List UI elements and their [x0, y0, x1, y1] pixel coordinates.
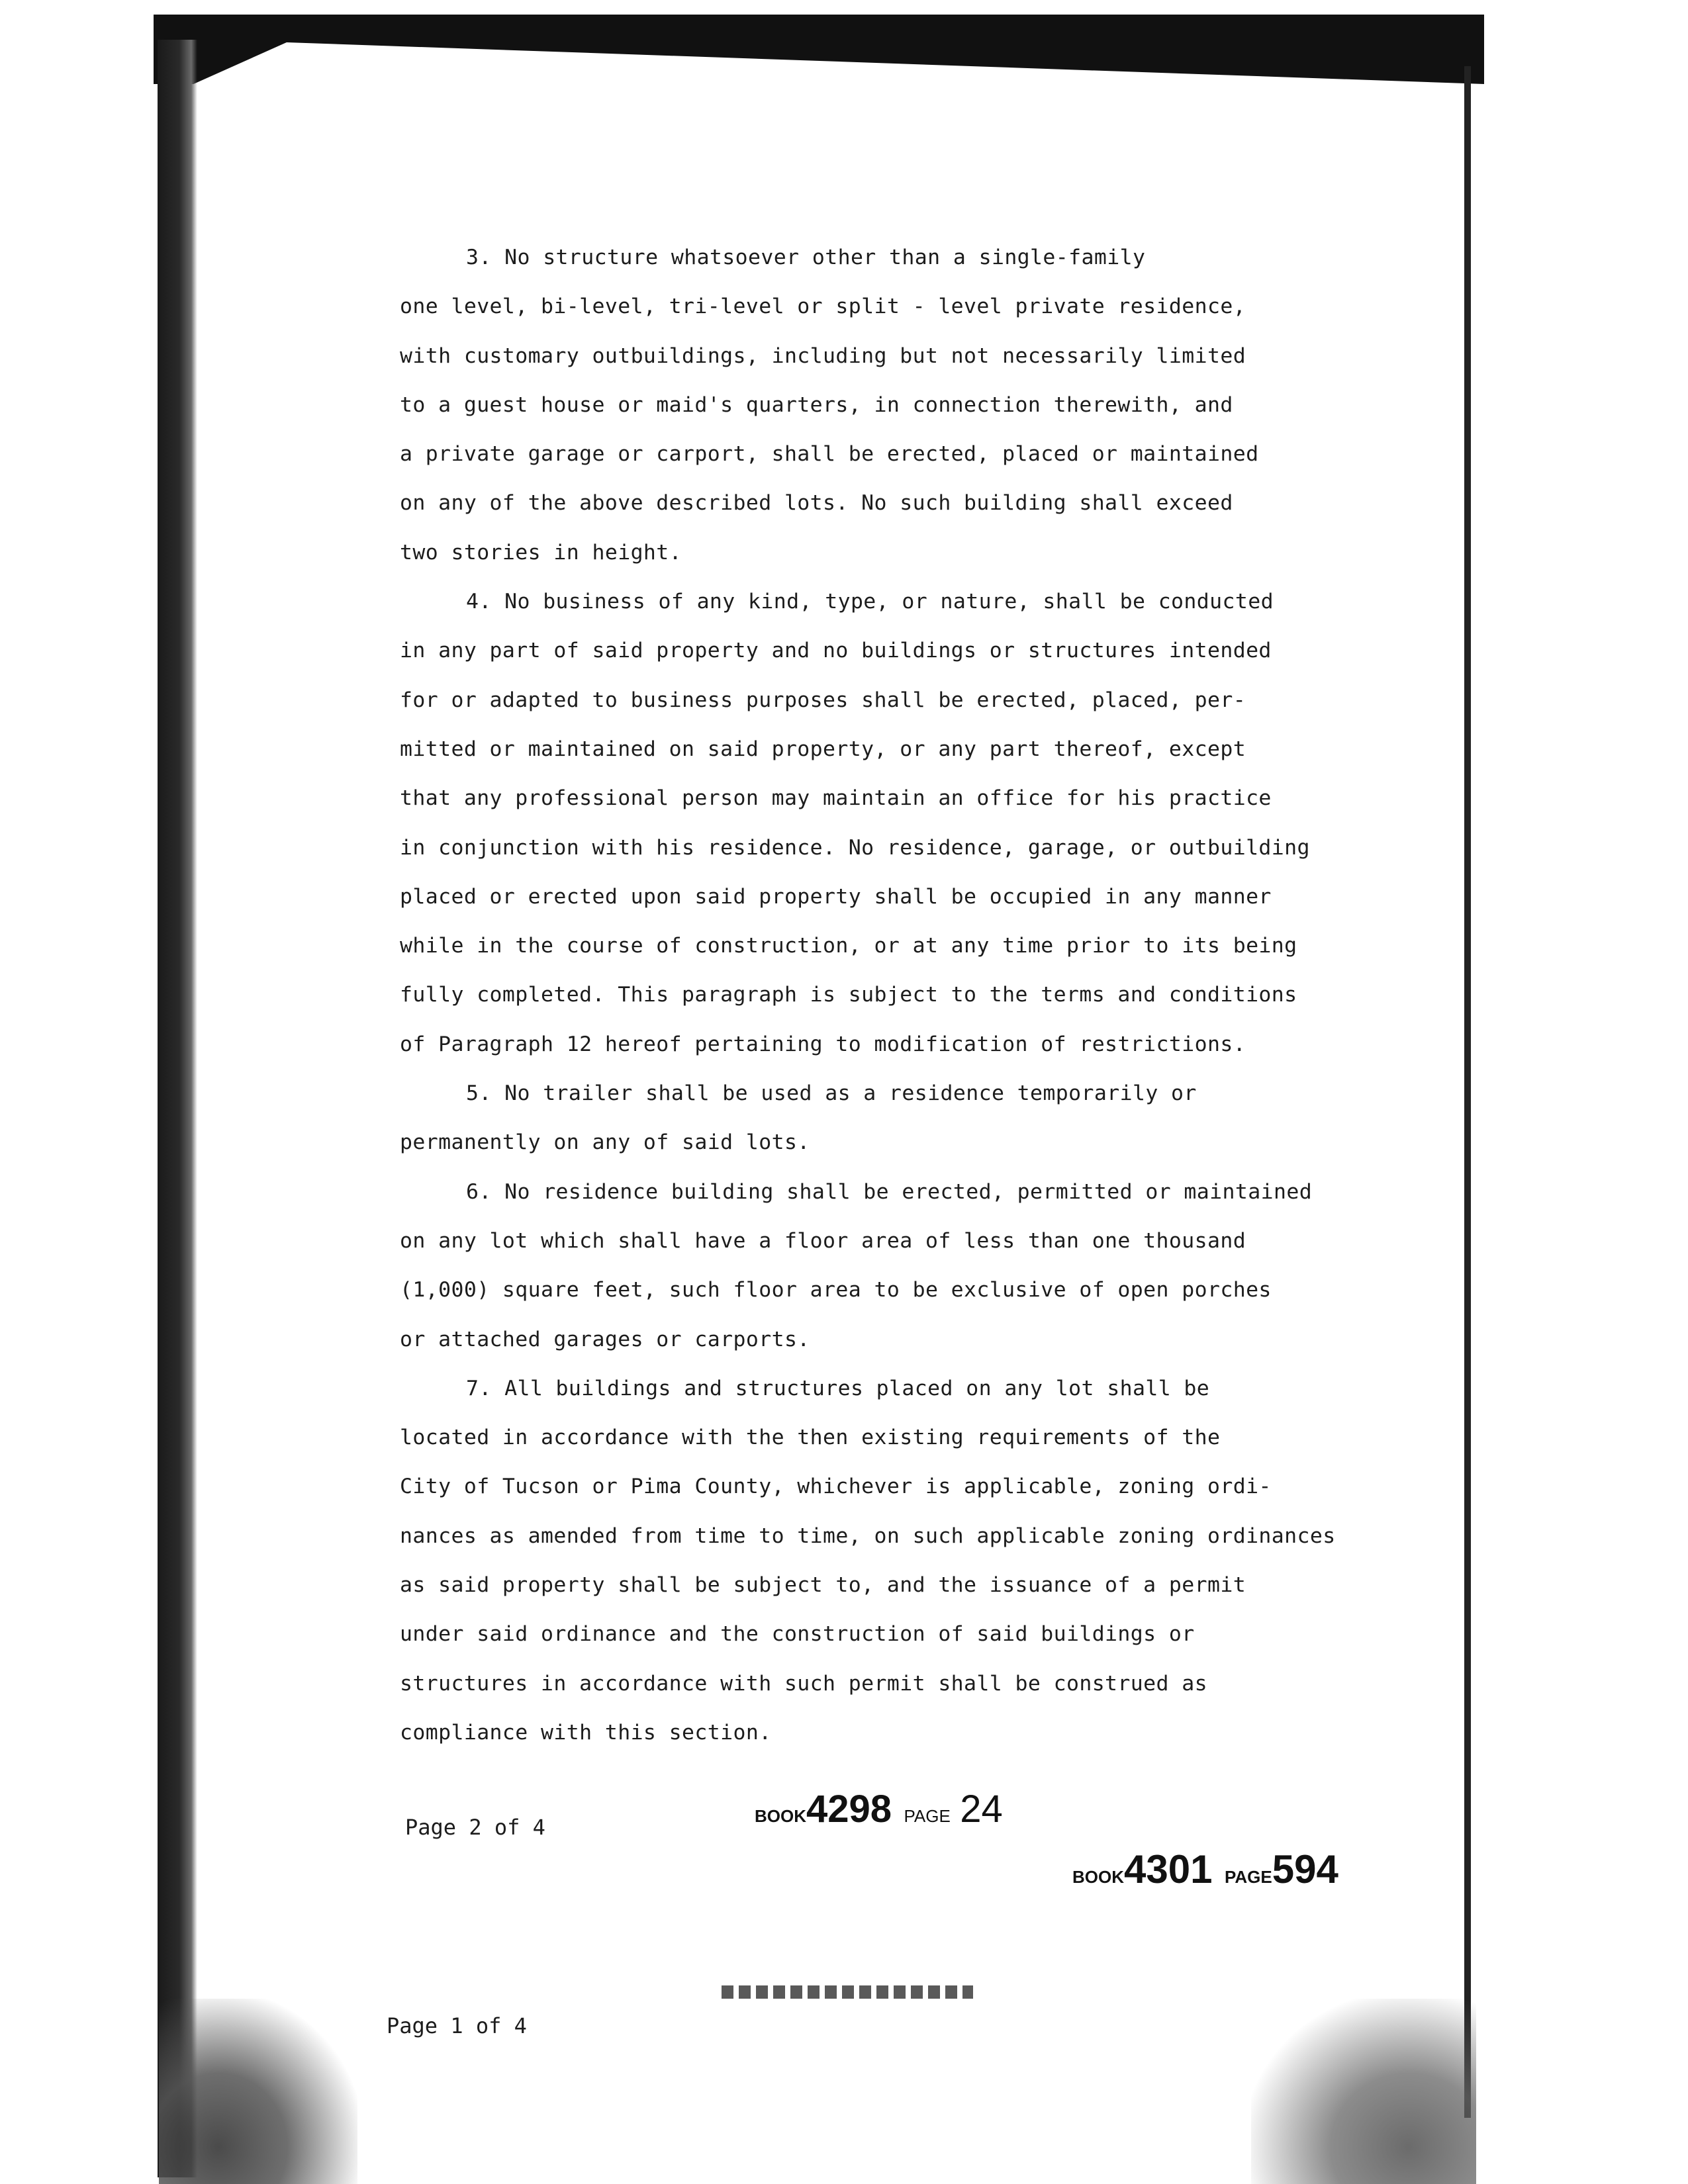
scan-border-top [154, 15, 1484, 84]
page-number-label: Page 2 of 4 [405, 1815, 545, 1840]
scan-border-left [158, 40, 197, 2177]
text-line: to a guest house or maid's quarters, in connection therewith, and [400, 392, 1233, 417]
text-line: a private garage or carport, shall be erected, placed or maintained [400, 442, 1259, 467]
stamp-page-number: 24 [960, 1788, 1003, 1831]
stamp-page-number: 594 [1272, 1847, 1338, 1891]
scan-noise-bottom-right [1251, 1999, 1476, 2184]
text-line: 4. No business of any kind, type, or nature, shall be conducted [466, 590, 1274, 614]
text-line: two stories in height. [400, 540, 682, 565]
text-line: mitted or maintained on said property, or any part thereof, except [400, 737, 1246, 761]
text-line: on any of the above described lots. No such building shall exceed [400, 491, 1233, 516]
paragraph-3 [400, 233, 1340, 577]
text-line: one level, bi-level, tri-level or split - level private residence, [400, 295, 1246, 319]
text-line: 3. No structure whatsoever other than a single-family [466, 246, 1146, 269]
text-line: for or adapted to business purposes shall be erected, placed, per- [400, 688, 1246, 712]
page-number-label-lower: Page 1 of 4 [387, 2013, 527, 2038]
text-line: as said property shall be subject to, and the issuance of a permit [400, 1573, 1246, 1598]
text-line: (1,000) square feet, such floor area to be exclusive of open porches [400, 1278, 1272, 1302]
text-line: placed or erected upon said property shall be occupied in any manner [400, 884, 1272, 909]
text-line: 7. All buildings and structures placed on any lot shall be [466, 1376, 1210, 1400]
text-line: while in the course of construction, or at any time prior to its being [400, 934, 1297, 958]
recording-stamp-book-4298 [755, 1787, 1003, 1831]
text-line: structures in accordance with such permit shall be construed as [400, 1671, 1207, 1696]
text-line: that any professional person may maintain an office for his practice [400, 786, 1272, 811]
recording-stamp-book-4301 [1072, 1846, 1338, 1892]
text-line: permanently on any of said lots. [400, 1130, 810, 1155]
stamp-page-label: PAGE [1224, 1867, 1272, 1887]
stamp-book-number: 4298 [806, 1788, 892, 1831]
stamp-book-label: BOOK [755, 1806, 806, 1826]
scan-border-right [1464, 66, 1471, 2118]
text-line: 6. No residence building shall be erected, permitted or maintained [466, 1179, 1313, 1204]
document-body [400, 233, 1340, 1757]
stamp-book-number: 4301 [1124, 1847, 1213, 1891]
text-line: fully completed. This paragraph is subject to the terms and conditions [400, 983, 1297, 1007]
text-line: in any part of said property and no buildings or structures intended [400, 639, 1272, 663]
text-line: of Paragraph 12 hereof pertaining to modification of restrictions. [400, 1032, 1246, 1056]
paragraph-4 [400, 577, 1340, 1069]
text-line: with customary outbuildings, including but not necessarily limited [400, 343, 1246, 368]
text-line: located in accordance with the then existing requirements of the [400, 1426, 1221, 1450]
paragraph-5 [400, 1069, 1340, 1167]
text-line: in conjunction with his residence. No residence, garage, or outbuilding [400, 835, 1310, 860]
text-line: City of Tucson or Pima County, whichever is applicable, zoning ordi- [400, 1475, 1272, 1499]
stamp-book-label: BOOK [1072, 1867, 1124, 1887]
text-line: compliance with this section. [400, 1720, 772, 1745]
text-line: 5. No trailer shall be used as a residence temporarily or [466, 1081, 1197, 1106]
text-line: under said ordinance and the construction of said buildings or [400, 1622, 1195, 1647]
faded-stamp-mark [722, 1985, 973, 1999]
text-line: on any lot which shall have a floor area of less than one thousand [400, 1228, 1246, 1253]
scan-noise-bottom-left [159, 1999, 357, 2184]
paragraph-7 [400, 1364, 1340, 1757]
stamp-page-label: PAGE [904, 1806, 951, 1826]
paragraph-6 [400, 1167, 1340, 1364]
text-line: nances as amended from time to time, on such applicable zoning ordinances [400, 1524, 1336, 1548]
text-line: or attached garages or carports. [400, 1327, 810, 1351]
